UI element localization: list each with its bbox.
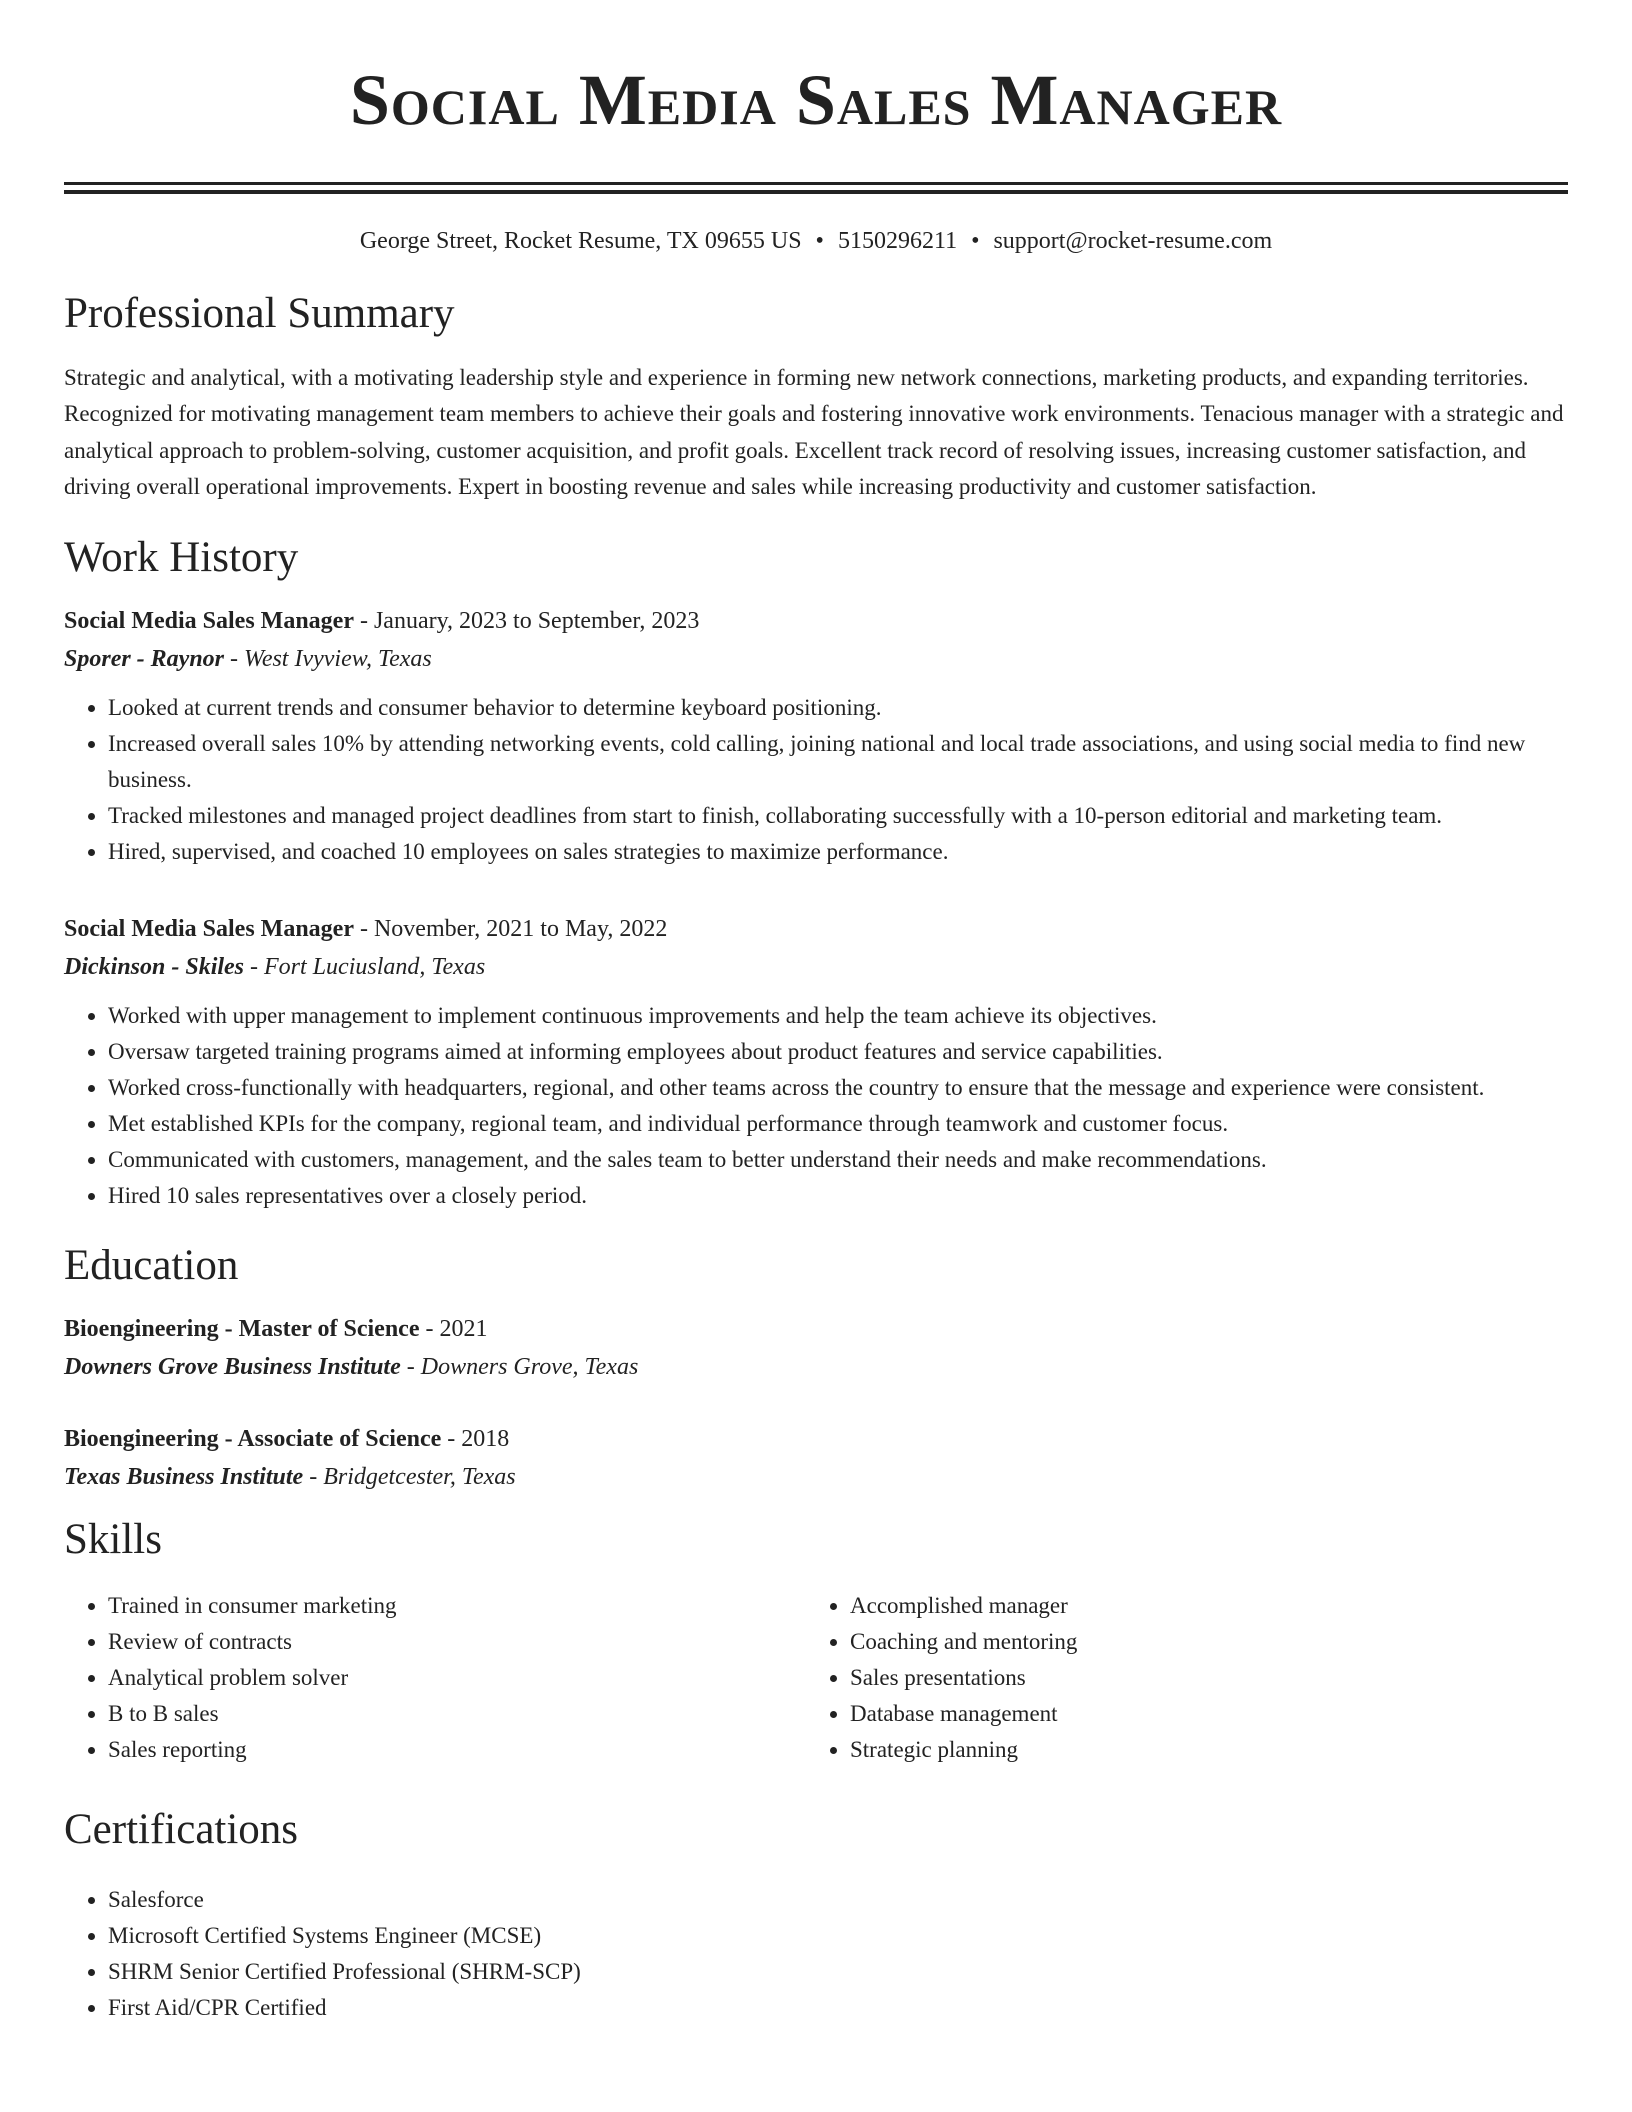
list-item: • Database management (850, 1696, 1548, 1732)
school-location: - Downers Grove, Texas (400, 1353, 639, 1380)
education-heading: Education (64, 1241, 239, 1289)
list-item: • Sales reporting (108, 1732, 806, 1768)
job-location: - West Ivyview, Texas (224, 645, 432, 672)
list-item: • Trained in consumer marketing (108, 1588, 806, 1624)
work-history-heading: Work History (64, 533, 299, 581)
contact-phone: 5150296211 (837, 228, 958, 254)
list-item: • Strategic planning (850, 1732, 1548, 1768)
school-name: Downers Grove Business Institute (64, 1353, 401, 1380)
certifications-section (64, 1804, 1568, 2026)
list-item: • Analytical problem solver (108, 1660, 806, 1696)
graduation-year: - 2018 (441, 1425, 510, 1452)
job-company: Dickinson - Skiles (64, 953, 245, 980)
list-item: • Accomplished manager (850, 1588, 1548, 1624)
skills-column-left (64, 1588, 806, 1768)
contact-separator: • (815, 228, 824, 254)
contact-email: support@rocket-resume.com (993, 228, 1273, 254)
school-line (64, 1458, 1568, 1496)
title-divider-top (64, 182, 1568, 185)
list-item: • Review of contracts (108, 1624, 806, 1660)
certifications-list (64, 1882, 1568, 2026)
certifications-heading: Certifications (64, 1805, 299, 1853)
job-title: Social Media Sales Manager (64, 915, 354, 942)
degree: Bioengineering - Master of Science (64, 1315, 420, 1342)
education-entry (64, 1310, 1568, 1386)
summary-text: Strategic and analytical, with a motivating leadership style and experience in forming new network connections, marketing products, and expanding territories. Recognized for motivating management team members to achieve their goals and fostering innovative work environments. Tenacious manager with a strategic and analytical approach to problem-solving, customer acquisition, and profit goals. Excellent track record of resolving issues, increasing customer satisfaction, and driving overall operational improvements. Expert in boosting revenue and sales while increasing productivity and customer satisfaction. (64, 365, 1564, 500)
skills-section (64, 1514, 1568, 1768)
list-item: • Met established KPIs for the company, regional team, and individual performance through teamwork and customer focus. (108, 1106, 1568, 1142)
title-divider-bottom (64, 190, 1568, 194)
list-item: • Hired, supervised, and coached 10 employees on sales strategies to maximize performance. (108, 834, 1568, 870)
list-item: • Coaching and mentoring (850, 1624, 1548, 1660)
list-item: • Hired 10 sales representatives over a closely period. (108, 1178, 1568, 1214)
list-item: • Sales presentations (850, 1660, 1548, 1696)
job-title: Social Media Sales Manager (64, 607, 354, 634)
job-title-line (64, 602, 1568, 640)
degree-line (64, 1420, 1568, 1458)
skills-list (806, 1588, 1548, 1768)
job-company: Sporer - Raynor (64, 645, 225, 672)
job-entry (64, 910, 1568, 1214)
list-item: • Worked with upper management to implement continuous improvements and help the team achieve its objectives. (108, 998, 1568, 1034)
resume-title: Social Media Sales Manager (349, 60, 1283, 140)
list-item: • Salesforce (108, 1882, 1568, 1918)
job-dates: - November, 2021 to May, 2022 (353, 915, 668, 942)
contact-line (64, 224, 1568, 258)
job-company-line (64, 948, 1568, 986)
degree: Bioengineering - Associate of Science (64, 1425, 442, 1452)
job-dates: - January, 2023 to September, 2023 (353, 607, 700, 634)
job-location: - Fort Luciusland, Texas (244, 953, 486, 980)
skills-list (64, 1588, 806, 1768)
school-name: Texas Business Institute (64, 1463, 304, 1490)
school-location: - Bridgetcester, Texas (303, 1463, 516, 1490)
work-history-section (64, 532, 1568, 1214)
contact-address: George Street, Rocket Resume, TX 09655 US (359, 228, 802, 254)
list-item: • Oversaw targeted training programs aimed at informing employees about product features and service capabilities. (108, 1034, 1568, 1070)
list-item: • Tracked milestones and managed project deadlines from start to finish, collaborating successfully with a 10-person editorial and marketing team. (108, 798, 1568, 834)
job-entry (64, 602, 1568, 870)
list-item: • SHRM Senior Certified Professional (SHRM-SCP) (108, 1954, 1568, 1990)
contact-separator: • (971, 228, 980, 254)
list-item: • First Aid/CPR Certified (108, 1990, 1568, 2026)
skills-columns (64, 1588, 1568, 1768)
graduation-year: - 2021 (419, 1315, 488, 1342)
job-company-line (64, 640, 1568, 678)
summary-section (64, 288, 1568, 506)
job-title-line (64, 910, 1568, 948)
list-item: • Looked at current trends and consumer behavior to determine keyboard positioning. (108, 690, 1568, 726)
skills-column-right (806, 1588, 1548, 1768)
job-bullets (64, 690, 1568, 870)
school-line (64, 1348, 1568, 1386)
education-section (64, 1240, 1568, 1496)
skills-heading: Skills (64, 1515, 162, 1563)
list-item: • Microsoft Certified Systems Engineer (MCSE) (108, 1918, 1568, 1954)
degree-line (64, 1310, 1568, 1348)
job-bullets (64, 998, 1568, 1214)
list-item: • Communicated with customers, management, and the sales team to better understand their needs and make recommendations. (108, 1142, 1568, 1178)
education-entry (64, 1420, 1568, 1496)
list-item: • Increased overall sales 10% by attending networking events, cold calling, joining national and local trade associations, and using social media to find new business. (108, 726, 1568, 798)
list-item: • Worked cross-functionally with headquarters, regional, and other teams across the country to ensure that the message and experience were consistent. (108, 1070, 1568, 1106)
list-item: • B to B sales (108, 1696, 806, 1732)
summary-heading: Professional Summary (64, 290, 455, 337)
